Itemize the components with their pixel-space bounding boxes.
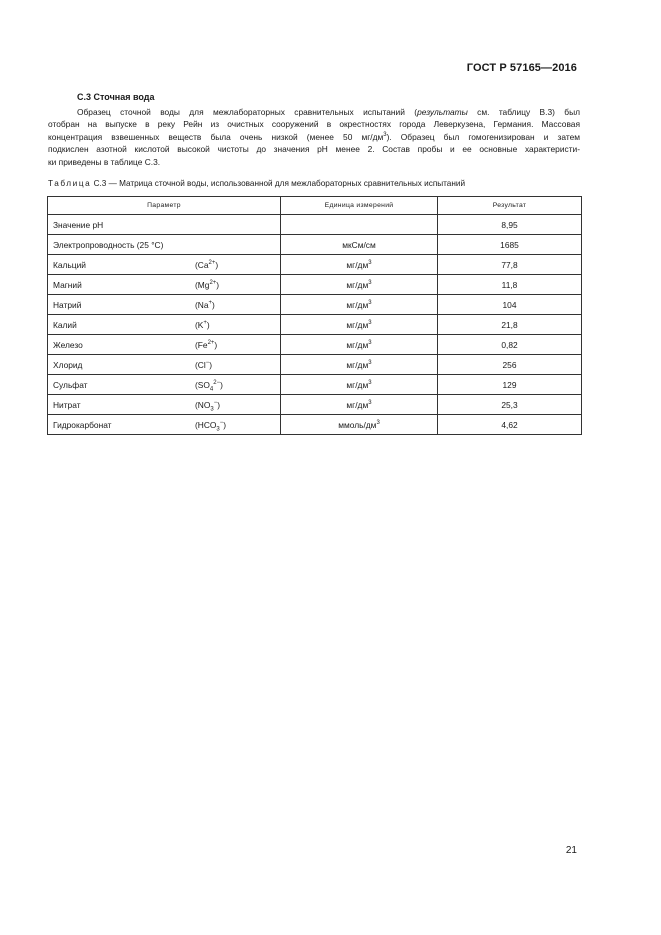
paragraph-line: ки приведены в таблице С.3. — [48, 156, 161, 167]
parameter-name: Сульфат — [53, 379, 88, 390]
table-row — [48, 235, 582, 255]
parameter-cell — [48, 235, 281, 255]
result-cell: 77,8 — [438, 255, 582, 275]
parameter-name: Гидрокарбонат — [53, 419, 112, 430]
parameter-name: Электропроводность (25 °С) — [53, 239, 164, 250]
table-header-row — [48, 197, 582, 215]
unit-cell: $мг/дм^3$ — [281, 255, 438, 275]
result-cell: 0,82 — [438, 335, 582, 355]
page-number: 21 — [565, 845, 577, 856]
result-cell: 104 — [438, 295, 582, 315]
table-row — [48, 335, 582, 355]
table-caption-label: Таблица — [48, 179, 92, 188]
unit-cell: $мг/дм^3$ — [281, 375, 438, 395]
unit-cell — [281, 215, 438, 235]
unit-cell: $мг/дм^3$ — [281, 315, 438, 335]
result-cell: 25,3 — [438, 395, 582, 415]
parameter-cell — [48, 275, 281, 295]
parameter-ion: $(Mg^{2+})$ — [195, 279, 220, 290]
parameter-ion: (K+) — [195, 319, 210, 330]
table-row — [48, 375, 582, 395]
table-row — [48, 395, 582, 415]
unit-cell: мкСм/см — [281, 235, 438, 255]
parameter-cell — [48, 255, 281, 275]
result-cell: 11,8 — [438, 275, 582, 295]
unit-cell: ммоль/$дм^3$ — [281, 415, 438, 435]
result-cell: 1685 — [438, 235, 582, 255]
table-row — [48, 255, 582, 275]
parameter-ion: (Cl−) — [195, 359, 213, 370]
paragraph-line: отобран на выпуске в реку Рейн из очистных сооружений в окрестностях города Леверкузена, Германия. Массовая — [48, 119, 580, 130]
result-cell: 8,95 — [438, 215, 582, 235]
table-row — [48, 355, 582, 375]
parameter-name: Нитрат — [53, 399, 81, 410]
parameter-ion: $(NO_3^-)$ — [195, 399, 221, 413]
parameter-cell — [48, 215, 281, 235]
unit-cell: $мг/дм^3$ — [281, 295, 438, 315]
result-cell: 4,62 — [438, 415, 582, 435]
parameter-ion: $(Fe^{2+})$ — [195, 339, 218, 350]
paragraph-line: подкислен азотной кислотой высокой чистоты до значения pH менее 2. Состав пробы и ее основные характеристи- — [48, 144, 580, 155]
document-standard-header: ГОСТ Р 57165—2016 — [466, 62, 577, 74]
parameter-ion: $(Ca^{2+})$ — [195, 259, 219, 270]
parameter-name: Железо — [53, 339, 83, 350]
table-row — [48, 215, 582, 235]
parameter-cell — [48, 375, 281, 395]
table-body — [48, 215, 582, 435]
parameter-name: Хлорид — [53, 359, 83, 370]
parameter-cell — [48, 295, 281, 315]
parameter-name: Натрий — [53, 299, 82, 310]
parameter-ion: $(SO_4^{2-})$ — [195, 379, 223, 393]
table-row — [48, 315, 582, 335]
result-cell: 129 — [438, 375, 582, 395]
parameter-cell — [48, 395, 281, 415]
paragraph-line: концентрация взвешенных веществ была очень низкой (менее 50 $мг/дм^3$). Образец был гомогенизирован и затем — [48, 131, 580, 142]
section-title: С.3 Сточная вода — [77, 92, 155, 102]
table-caption-text: С.3 — Матрица сточной воды, использованной для межлабораторных сравнительных испытаний — [91, 179, 466, 188]
table-row — [48, 415, 582, 435]
section-paragraph — [48, 106, 580, 168]
header-result: Результат — [438, 197, 582, 215]
header-parameter: Параметр — [48, 197, 281, 215]
table-caption — [48, 179, 465, 188]
result-cell: 21,8 — [438, 315, 582, 335]
parameter-cell — [48, 415, 281, 435]
parameter-cell — [48, 355, 281, 375]
unit-cell: $мг/дм^3$ — [281, 355, 438, 375]
parameter-cell — [48, 335, 281, 355]
header-unit: Единица измерений — [281, 197, 438, 215]
table-row — [48, 275, 582, 295]
parameter-name: Кальций — [53, 259, 86, 270]
parameter-ion: (Na+) — [195, 299, 215, 310]
wastewater-matrix-table — [47, 196, 582, 435]
unit-cell: $мг/дм^3$ — [281, 395, 438, 415]
parameter-name: Магний — [53, 279, 82, 290]
parameter-name: Значение pH — [53, 219, 104, 230]
table-row — [48, 295, 582, 315]
result-cell: 256 — [438, 355, 582, 375]
parameter-cell — [48, 315, 281, 335]
paragraph-line: Образец сточной воды для межлабораторных сравнительных испытаний (результаты см. таблицу В.3) был — [77, 107, 580, 117]
parameter-ion: $(HCO_3^-)$ — [195, 419, 227, 433]
parameter-name: Калий — [53, 319, 77, 330]
unit-cell: $мг/дм^3$ — [281, 335, 438, 355]
unit-cell: $мг/дм^3$ — [281, 275, 438, 295]
